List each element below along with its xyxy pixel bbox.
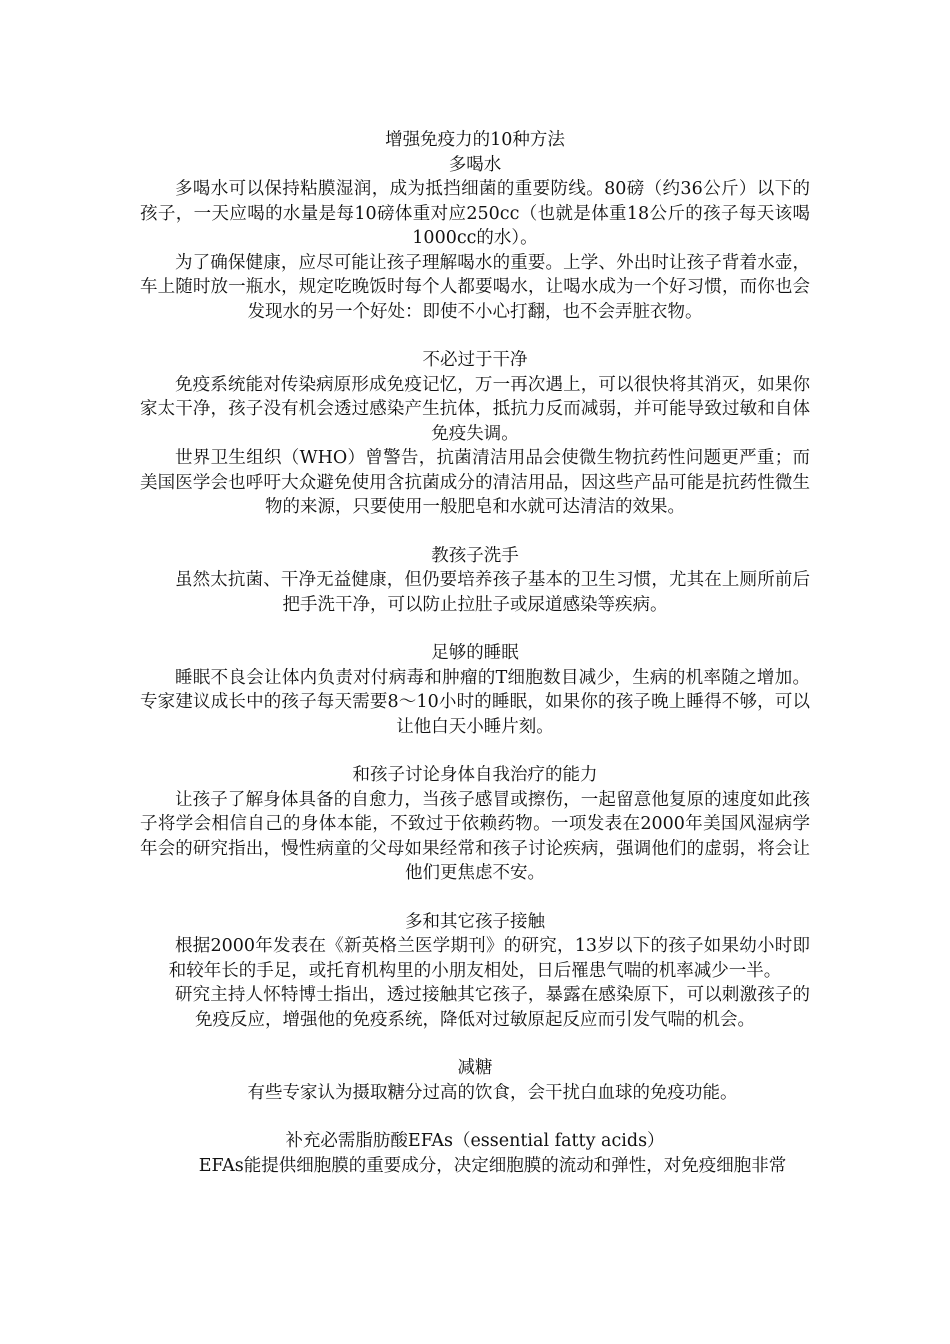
document-title: 增强免疫力的10种方法 (385, 130, 565, 150)
paragraph: 免疫系统能对传染病原形成免疫记忆，万一再次遇上，可以很快将其消灭，如果你家太干净，孩子没有机会透过感染产生抗体，抵抗力反而减弱，并可能导致过敏和自体免疫失调。 (140, 374, 810, 444)
paragraph: 世界卫生组织（WHO）曾警告，抗菌清洁用品会使微生物抗药性问题更严重；而美国医学会也呼吁大众避免使用含抗菌成分的清洁用品，因这些产品可能是抗药性微生物的来源，只要使用一般肥皂和水就可达清洁的效果。 (140, 448, 810, 517)
section-heading: 减糖 (457, 1058, 493, 1078)
paragraph: 为了确保健康，应尽可能让孩子理解喝水的重要。上学、外出时让孩子背着水壶，车上随时放一瓶水，规定吃晚饭时每个人都要喝水，让喝水成为一个好习惯，而你也会发现水的另一个好处：即使不小心打翻，也不会弄脏衣物。 (140, 252, 810, 322)
paragraph: 睡眠不良会让体内负责对付病毒和肿瘤的T细胞数目减少，生病的机率随之增加。专家建议成长中的孩子每天需要8～10小时的睡眠，如果你的孩子晚上睡得不够，可以让他白天小睡片刻。 (140, 667, 810, 737)
section-heading: 多和其它孩子接触 (405, 911, 545, 932)
section-reduce-sugar (140, 1056, 810, 1105)
paragraph: EFAs能提供细胞膜的重要成分，决定细胞膜的流动和弹性，对免疫细胞非常 (198, 1155, 787, 1176)
section-heading: 不必过于干净 (422, 350, 528, 370)
document-page (140, 128, 810, 1202)
section-enough-sleep (140, 641, 810, 739)
paragraph: 根据2000年发表在《新英格兰医学期刊》的研究，13岁以下的孩子如果幼小时即和较年长的手足，或托育机构里的小朋友相处，日后罹患气喘的机率减少一半。 (168, 936, 810, 981)
paragraph: 虽然太抗菌、干净无益健康，但仍要培养孩子基本的卫生习惯，尤其在上厕所前后把手洗干净，可以防止拉肚子或尿道感染等疾病。 (175, 570, 810, 615)
section-heading: 补充必需脂肪酸EFAs（essential fatty acids） (285, 1131, 665, 1151)
paragraph: 让孩子了解身体具备的自愈力，当孩子感冒或擦伤，一起留意他复原的速度如此孩子将学会相信自己的身体本能，不致过于依赖药物。一项发表在2000年美国风湿病学年会的研究指出，慢性病童的父母如果经常和孩子讨论疾病，强调他们的虚弱，将会让他们更焦虑不安。 (140, 789, 810, 883)
section-heading: 足够的睡眠 (431, 643, 519, 663)
paragraph: 多喝水可以保持粘膜湿润，成为抵挡细菌的重要防线。80磅（约36公斤）以下的孩子，一天应喝的水量是每10磅体重对应250cc（也就是体重18公斤的孩子每天该喝1000cc的水）。 (140, 179, 810, 248)
section-drink-water (140, 153, 810, 325)
section-heading: 教孩子洗手 (431, 545, 519, 566)
section-heading: 多喝水 (448, 154, 502, 175)
section-self-healing (140, 763, 810, 886)
section-not-too-clean (140, 348, 810, 520)
section-wash-hands (140, 544, 810, 618)
paragraph: 研究主持人怀特博士指出，透过接触其它孩子，暴露在感染原下，可以刺激孩子的免疫反应，增强他的免疫系统，降低对过敏原起反应而引发气喘的机会。 (175, 985, 810, 1030)
section-efas (140, 1129, 810, 1178)
section-heading: 和孩子讨论身体自我治疗的能力 (352, 765, 598, 785)
section-other-children (140, 910, 810, 1033)
paragraph: 有些专家认为摄取糖分过高的饮食，会干扰白血球的免疫功能。 (247, 1082, 738, 1103)
